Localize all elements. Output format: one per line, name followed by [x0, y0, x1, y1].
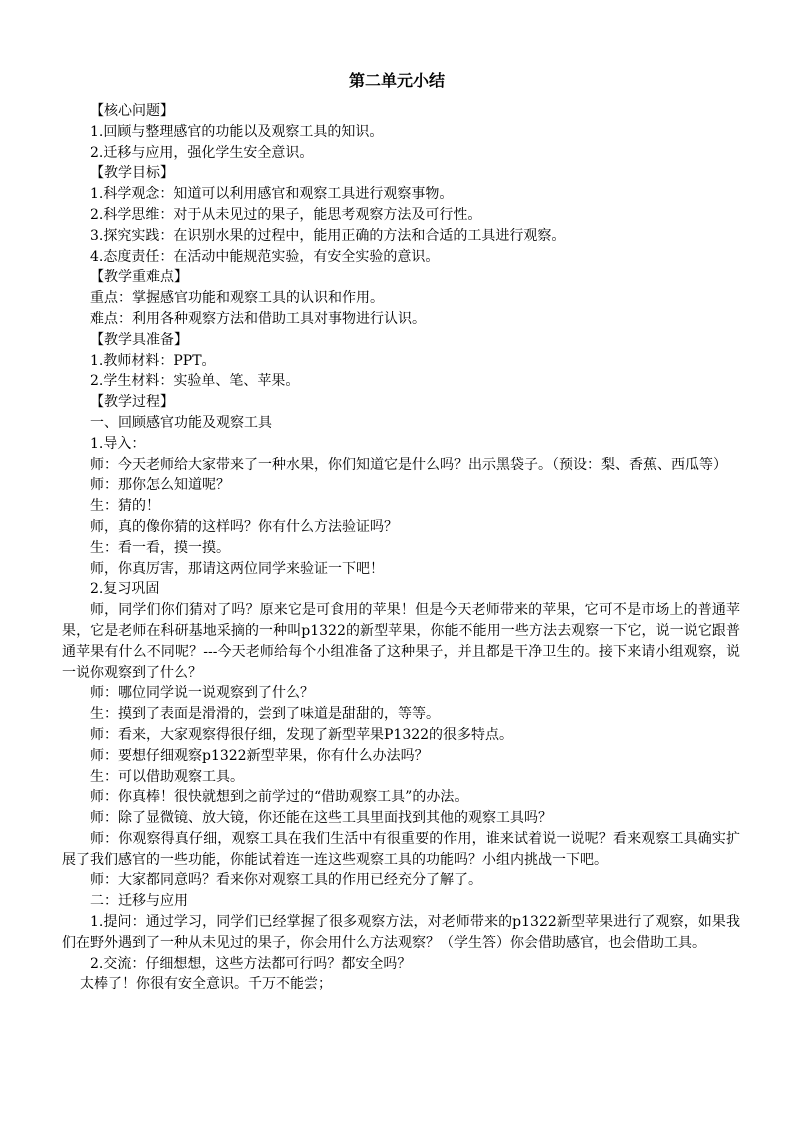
paragraph: 生：猜的！	[90, 498, 160, 515]
paragraph: 1.教师材料：PPT。	[90, 352, 216, 369]
document-body	[62, 101, 740, 995]
paragraph: 生：看一看，摸一摸。	[90, 539, 230, 556]
paragraph: 师：大家都同意吗？看来你对观察工具的作用已经充分了解了。	[90, 872, 482, 889]
paragraph: 生：摸到了表面是滑滑的，尝到了味道是甜甜的，等等。	[90, 706, 440, 723]
section-heading: 【核心问题】	[90, 103, 174, 119]
paragraph: 2.迁移与应用，强化学生安全意识。	[90, 144, 314, 161]
paragraph: 师：那你怎么知道呢？	[90, 477, 230, 494]
section-heading: 【教学过程】	[90, 394, 174, 411]
paragraph: 师，真的像你猜的这样吗？你有什么方法验证吗？	[90, 518, 398, 535]
paragraph: 太棒了！你很有安全意识。千万不能尝；	[80, 976, 332, 993]
document-title: 第二单元小结	[348, 71, 445, 90]
paragraph: 重点：掌握感官功能和观察工具的认识和作用。	[90, 290, 384, 307]
paragraph: 二：迁移与应用	[90, 893, 188, 910]
paragraph: 师，你真厉害，那请这两位同学来验证一下吧！	[90, 560, 384, 577]
paragraph: 3.探究实践：在识别水果的过程中，能用正确的方法和合适的工具进行观察。	[90, 227, 566, 244]
paragraph: 难点：利用各种观察方法和借助工具对事物进行认识。	[90, 310, 426, 327]
paragraph: 师：要想仔细观察p1322新型苹果，你有什么办法吗？	[90, 747, 429, 764]
paragraph: 2.复习巩固	[90, 581, 160, 598]
paragraph: 师：今天老师给大家带来了一种水果，你们知道它是什么吗？出示黑袋子。（预设：梨、香蕉、西瓜等）	[90, 456, 727, 473]
paragraph: 一、回顾感官功能及观察工具	[90, 414, 272, 431]
paragraph: 师：你真棒！很快就想到之前学过的“借助观察工具”的办法。	[90, 789, 469, 806]
paragraph: 生：可以借助观察工具。	[90, 768, 244, 785]
paragraph: 2.学生材料：实验单、笔、苹果。	[90, 373, 300, 390]
paragraph: 1.提问：通过学习，同学们已经掌握了很多观察方法，对老师带来的p1322新型苹果进行了观察，如果我们在野外遇到了一种从未见过的果子，你会用什么方法观察？（学生答）你会借助感官，也会借助工具。	[62, 914, 740, 951]
paragraph: 师：看来，大家观察得很仔细，发现了新型苹果P1322的很多特点。	[90, 726, 514, 743]
paragraph: 2.交流：仔细想想，这些方法都可行吗？都安全吗？	[90, 955, 412, 972]
paragraph: 师：哪位同学说一说观察到了什么？	[90, 685, 314, 702]
paragraph: 1.回顾与整理感官的功能以及观察工具的知识。	[90, 123, 384, 140]
paragraph: 师：你观察得真仔细，观察工具在我们生活中有很重要的作用，谁来试着说一说呢？看来观察工具确实扩展了我们感官的一些功能，你能试着连一连这些观察工具的功能吗？小组内挑战一下吧。	[62, 830, 740, 868]
paragraph: 师：除了显微镜、放大镜，你还能在这些工具里面找到其他的观察工具吗？	[90, 810, 552, 827]
section-heading: 【教学目标】	[90, 165, 174, 182]
paragraph: 2.科学思维：对于从未见过的果子，能思考观察方法及可行性。	[90, 206, 482, 223]
paragraph: 师，同学们你们猜对了吗？原来它是可食用的苹果！但是今天老师带来的苹果，它可不是市场上的普通苹果，它是老师在科研基地采摘的一种叫p1322的新型苹果，你能不能用一些方法去观察一下它，说一说它跟普通苹果有什么不同呢？---今天老师给每个小组准备了这种果子，并且都是干净卫生的。接下来请小组观察，说一说你观察到了什么？	[62, 602, 740, 681]
section-heading: 【教学重难点】	[90, 269, 188, 286]
paragraph: 1.导入：	[90, 435, 146, 452]
paragraph: 1.科学观念：知道可以利用感官和观察工具进行观察事物。	[90, 186, 454, 203]
section-heading: 【教学具准备】	[90, 331, 188, 348]
paragraph: 4.态度责任：在活动中能规范实验，有安全实验的意识。	[90, 248, 440, 265]
